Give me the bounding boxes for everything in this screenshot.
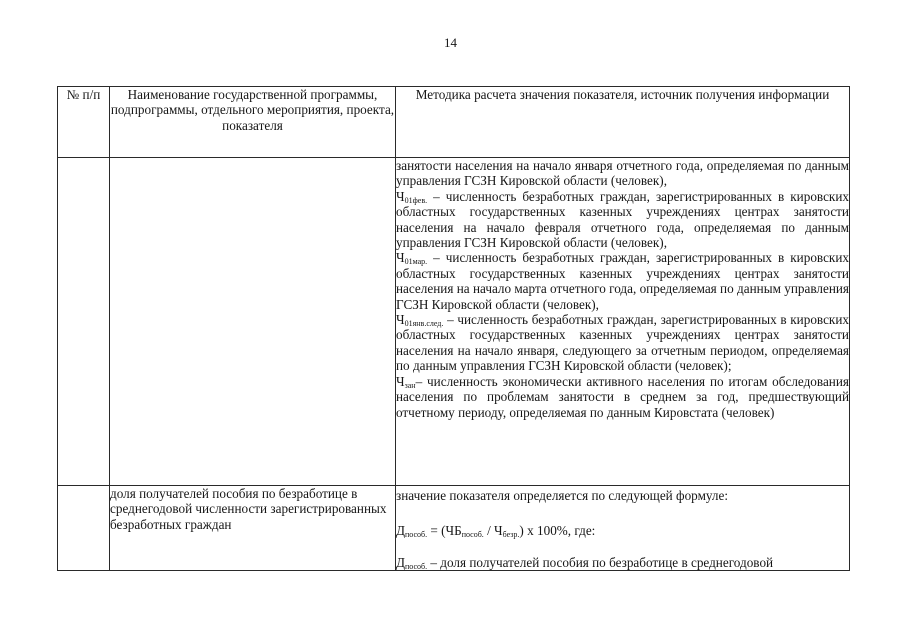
row2-name: доля получателей пособия по безработице в среднегодовой численности зарегистрированных безработных граждан bbox=[110, 486, 396, 571]
row2-num bbox=[58, 486, 110, 571]
definition: $Д_{пособ.}$ – доля получателей пособия по безработице в среднегодовой bbox=[396, 554, 774, 571]
method-paragraph: $Ч_{зан}-$ численность экономически активного населения по итогам обследования населения по проблемам занятости в среднем за год, предшествующий отчетному периоду, определяемая по данным Кировстата (человек) bbox=[396, 373, 849, 420]
row1-name bbox=[110, 158, 396, 486]
formula: $Д_{пособ.} = (ЧБ_{пособ.} / Ч_{безр.})$ x 100%, где: bbox=[396, 523, 596, 540]
header-num: № п/п bbox=[58, 87, 110, 158]
row1-method bbox=[396, 158, 850, 486]
table-header-row bbox=[58, 87, 850, 158]
table-row bbox=[58, 486, 850, 571]
method-paragraph: занятости населения на начало января отчетного года, определяемая по данным управления ГСЗН Кировской области (человек), bbox=[396, 158, 849, 189]
method-paragraph: $Ч_{01янв.след.}$ – численность безработных граждан, зарегистрированных в кировских областных государственных казенных учреждениях центрах занятости населения на начало января, следующего за отчетным периодом, определяемая по данным управления ГСЗН Кировской области (человек); bbox=[396, 312, 849, 374]
method-paragraph: $Ч_{01фев.}$ – численность безработных граждан, зарегистрированных в кировских областных государственных казенных учреждениях центрах занятости населения на начало февраля отчетного года, определяемая по данным управления ГСЗН Кировской области (человек), bbox=[396, 188, 849, 251]
indicator-methodology-table bbox=[57, 86, 850, 571]
table-row bbox=[58, 158, 850, 486]
method-paragraph: $Ч_{01мар.}$ – численность безработных граждан, зарегистрированных в кировских областных государственных казенных учреждениях центрах занятости населения на начало марта отчетного года, определяемая по данным управления ГСЗН Кировской области (человек), bbox=[396, 250, 849, 312]
row1-num bbox=[58, 158, 110, 486]
header-method: Методика расчета значения показателя, источник получения информации bbox=[396, 87, 850, 158]
row2-method bbox=[396, 486, 850, 571]
page-number: 14 bbox=[444, 35, 457, 50]
header-name: Наименование государственной программы, подпрограммы, отдельного мероприятия, проекта, показателя bbox=[110, 87, 396, 158]
formula-intro: значение показателя определяется по следующей формуле: bbox=[396, 488, 729, 503]
